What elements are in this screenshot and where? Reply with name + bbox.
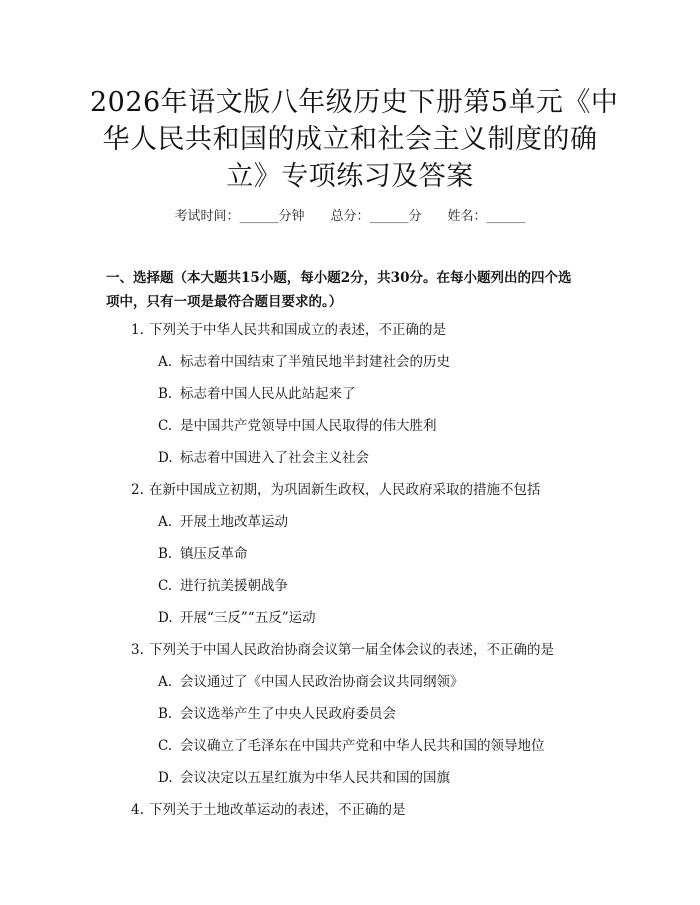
question-1-option-d	[158, 446, 369, 466]
option-text: 进行抗美援朝战争	[180, 578, 288, 594]
option-text: 标志着中国进入了社会主义社会	[180, 450, 369, 466]
option-letter: B.	[158, 386, 173, 402]
option-letter: D.	[158, 610, 173, 626]
option-text: 会议确立了毛泽东在中国共产党和中华人民共和国的领导地位	[180, 738, 545, 754]
option-text: 开展“三反”“五反”运动	[180, 610, 316, 626]
title-line: 立》专项练习及答案	[226, 161, 474, 192]
option-letter: D.	[158, 450, 173, 466]
question-text: 下列关于中华人民共和国成立的表述，不正确的是	[149, 322, 446, 338]
question-3-option-c	[158, 734, 545, 754]
question-3-option-b	[158, 702, 396, 722]
question-2-option-b	[158, 542, 248, 562]
option-letter: B.	[158, 706, 173, 722]
question-1-option-a	[158, 350, 450, 370]
option-text: 标志着中国人民从此站起来了	[180, 386, 356, 402]
question-number: 1.	[131, 322, 144, 338]
option-text: 会议通过了《中国人民政治协商会议共同纲领》	[180, 674, 464, 690]
option-letter: B.	[158, 546, 173, 562]
total-score-field: 总分：______分	[330, 209, 422, 224]
option-text: 会议选举产生了中央人民政府委员会	[180, 706, 396, 722]
option-text: 镇压反革命	[180, 546, 248, 562]
option-text: 开展土地改革运动	[180, 514, 288, 530]
section-heading-line: 一、选择题（本大题共15小题，每小题2分，共30分。在每小题列出的四个选	[106, 270, 572, 286]
option-letter: D.	[158, 770, 173, 786]
question-2-option-d	[158, 606, 316, 626]
section-heading-line: 项中，只有一项是最符合题目要求的。）	[106, 294, 343, 310]
option-letter: C.	[158, 738, 173, 754]
question-1-option-c	[158, 414, 437, 434]
option-letter: A.	[158, 354, 173, 370]
option-text: 是中国共产党领导中国人民取得的伟大胜利	[180, 418, 437, 434]
question-text: 在新中国成立初期，为巩固新生政权，人民政府采取的措施不包括	[149, 482, 541, 498]
question-2	[131, 478, 541, 498]
question-1-option-b	[158, 382, 356, 402]
option-letter: C.	[158, 418, 173, 434]
question-text: 下列关于土地改革运动的表述，不正确的是	[149, 802, 406, 818]
question-3-option-d	[158, 766, 450, 786]
student-name-field: 姓名：______	[447, 209, 526, 224]
option-letter: A.	[158, 514, 173, 530]
option-letter: A.	[158, 674, 173, 690]
section-heading	[106, 266, 606, 314]
option-letter: C.	[158, 578, 173, 594]
question-4	[131, 798, 406, 818]
question-2-option-a	[158, 510, 288, 530]
option-text: 会议决定以五星红旗为中华人民共和国的国旗	[180, 770, 450, 786]
question-number: 2.	[131, 482, 144, 498]
title-line: 2026年语文版八年级历史下册第5单元《中	[90, 87, 619, 118]
option-text: 标志着中国结束了半殖民地半封建社会的历史	[180, 354, 450, 370]
document-title	[90, 84, 619, 195]
question-1	[131, 318, 446, 338]
title-line: 华人民共和国的成立和社会主义制度的确	[102, 124, 598, 155]
question-2-option-c	[158, 574, 288, 594]
question-3-option-a	[158, 670, 464, 690]
exam-info	[0, 205, 700, 224]
question-number: 4.	[131, 802, 144, 818]
question-text: 下列关于中国人民政治协商会议第一届全体会议的表述，不正确的是	[149, 642, 554, 658]
question-3	[131, 638, 554, 658]
exam-time-field: 考试时间：______分钟	[174, 209, 305, 224]
question-number: 3.	[131, 642, 144, 658]
